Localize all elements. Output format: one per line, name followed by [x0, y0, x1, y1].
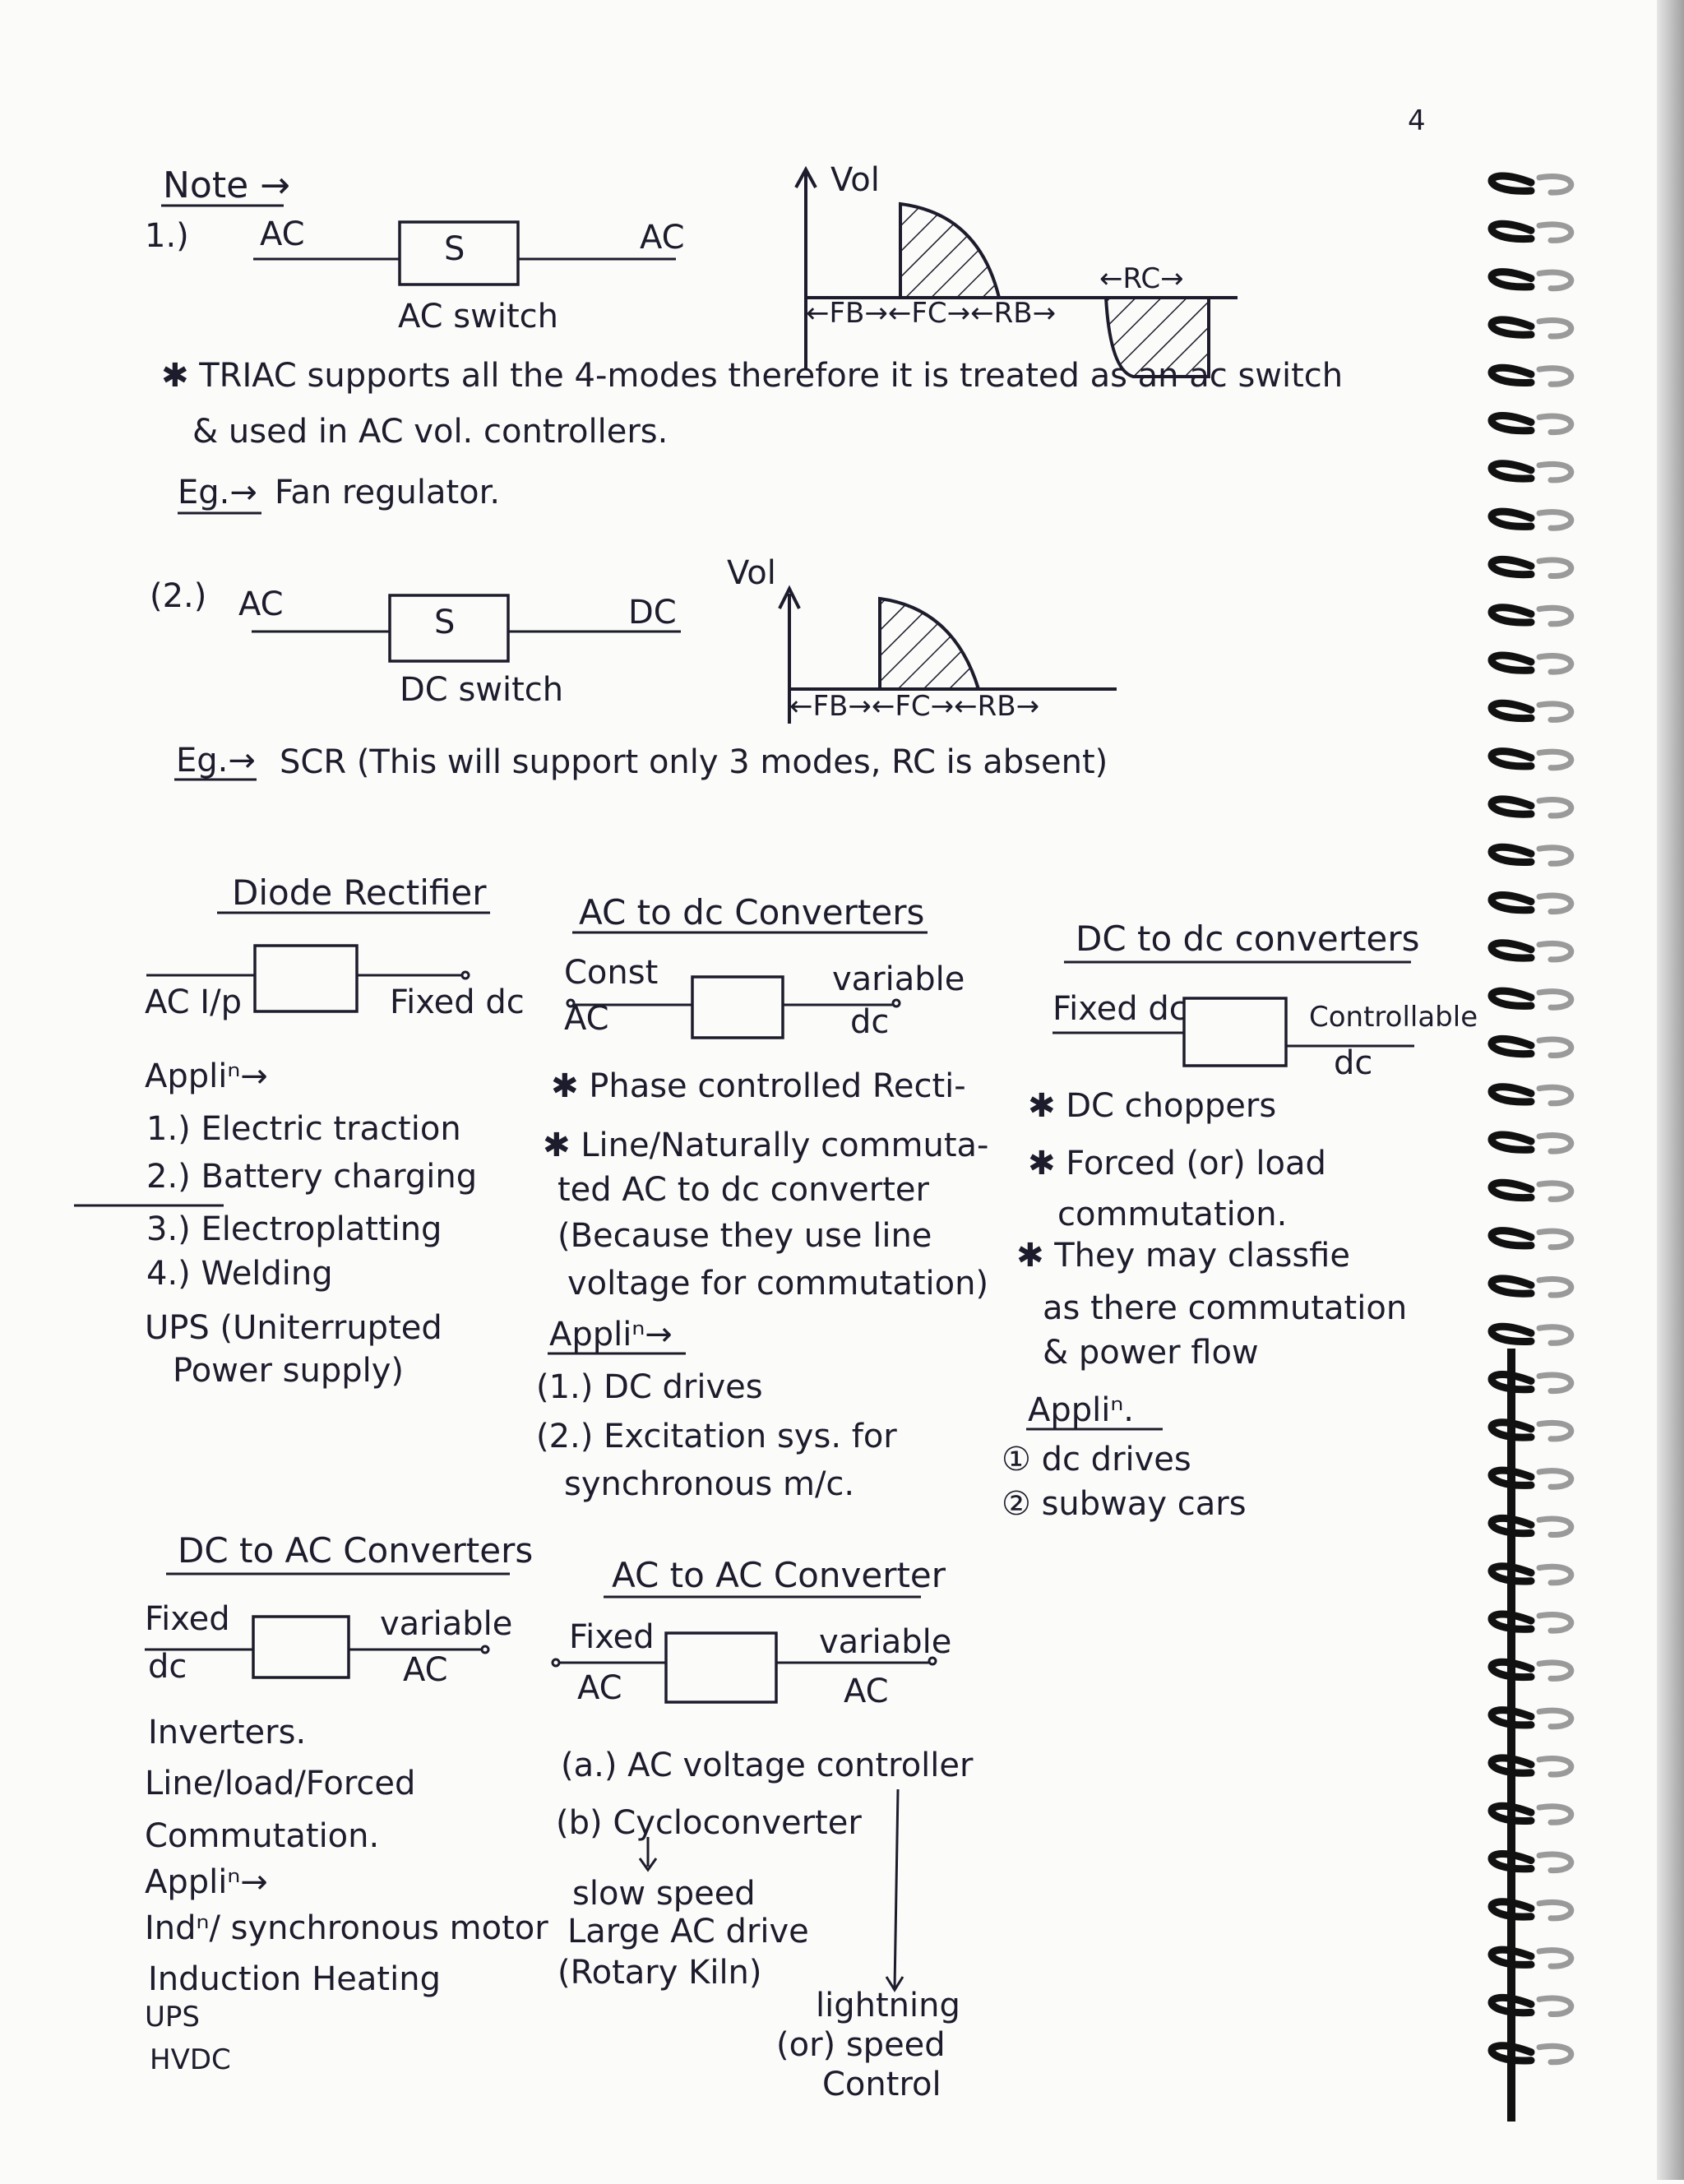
diode-item-2: 2.) Battery charging: [146, 1158, 478, 1196]
ex2-axis-label: Vol: [727, 554, 776, 592]
binding-ring-shadow: [1539, 1998, 1571, 2015]
acdc-item-3: synchronous m/c.: [564, 1465, 855, 1503]
page-number: 4: [1408, 104, 1426, 137]
acdc-line-3: ted AC to dc converter: [557, 1171, 929, 1209]
dcdc-line-1: ✱ DC choppers: [1028, 1087, 1277, 1125]
binding-ring-shadow: [1539, 943, 1571, 960]
acac-title: AC to AC Converter: [612, 1555, 946, 1595]
triac-line-2: & used in AC vol. controllers.: [192, 413, 669, 451]
diode-item-4: 4.) Welding: [146, 1255, 333, 1293]
binding-ring: [1492, 1326, 1531, 1341]
binding-ring: [1492, 224, 1531, 238]
binding-ring-shadow: [1539, 1183, 1571, 1200]
binding-ring-shadow: [1539, 752, 1571, 768]
binding-ring: [1492, 799, 1531, 814]
binding-ring-shadow: [1539, 799, 1571, 816]
binding-ring-shadow: [1539, 1663, 1571, 1679]
binding-ring: [1492, 943, 1531, 958]
binding-ring-shadow: [1539, 656, 1571, 673]
binding-ring: [1492, 1279, 1531, 1293]
binding-ring-shadow: [1539, 1566, 1571, 1583]
dcac-input-bottom: dc: [148, 1648, 187, 1686]
binding-ring: [1492, 1087, 1531, 1102]
dcdc-item-1: ① dc drives: [1002, 1441, 1191, 1478]
diode-rectifier-section: [74, 872, 525, 1390]
cyclo-note-3: (Rotary Kiln): [557, 1954, 762, 1992]
dcac-item-4: HVDC: [150, 2043, 231, 2076]
dc-half-cycle: [880, 599, 978, 689]
ex1-mode-labels: ←FB→←FC→←RB→: [806, 297, 1057, 330]
ex1-switch-label: S: [444, 230, 465, 268]
dc-to-ac-section: [145, 1530, 548, 2076]
binding-ring: [1492, 320, 1531, 335]
binding-ring-shadow: [1539, 1710, 1571, 1727]
dc-to-dc-section: [1002, 918, 1478, 1523]
dcdc-item-2: ② subway cars: [1002, 1485, 1247, 1523]
ex2-caption: DC switch: [400, 671, 564, 709]
binding-ring: [1492, 1135, 1531, 1150]
acdc-line-2: ✱ Line/Naturally commuta-: [543, 1127, 989, 1164]
acdc-output-top: variable: [832, 960, 965, 998]
dcac-box: [253, 1617, 349, 1677]
ex2-switch-label: S: [434, 604, 456, 641]
ac-switch-diagram: [145, 215, 685, 335]
dcac-item-1: Indⁿ/ synchronous motor: [145, 1909, 548, 1947]
binding-ring-shadow: [1539, 1950, 1571, 1967]
diode-appl-label: Appliⁿ→: [145, 1057, 268, 1095]
positive-half-cycle: [900, 204, 999, 298]
binding-ring-shadow: [1539, 1087, 1571, 1104]
diode-item-6: Power supply): [173, 1352, 405, 1390]
binding-ring: [1492, 1039, 1531, 1053]
ex2-index: (2.): [150, 577, 207, 615]
binding-ring: [1492, 415, 1531, 430]
dcdc-output-top: Controllable: [1309, 1001, 1478, 1034]
acac-input-top: Fixed: [569, 1618, 655, 1656]
acvc-note-3: Control: [822, 2066, 941, 2103]
binding-ring-shadow: [1539, 320, 1571, 336]
dc-switch-waveform: [727, 554, 1117, 724]
dcdc-line-2: ✱ Forced (or) load: [1028, 1145, 1326, 1182]
spiral-binding: [1492, 176, 1571, 2062]
cyclo-note-2: Large AC drive: [567, 1913, 809, 1950]
binding-ring-shadow: [1539, 368, 1571, 385]
diode-rectifier-box: [255, 946, 357, 1011]
acdc-title: AC to dc Converters: [579, 892, 925, 932]
binding-ring-shadow: [1539, 1136, 1571, 1152]
dcac-output-top: variable: [380, 1605, 513, 1643]
page-edge-shadow: [1657, 0, 1684, 2180]
binding-ring-shadow: [1539, 1231, 1571, 1247]
dcac-title: DC to AC Converters: [178, 1530, 534, 1571]
binding-ring: [1492, 991, 1531, 1006]
dcdc-appl-label: Appliⁿ.: [1028, 1391, 1135, 1429]
binding-ring-shadow: [1539, 512, 1571, 529]
binding-ring: [1492, 368, 1531, 382]
acdc-item-1: (1.) DC drives: [536, 1368, 763, 1406]
binding-ring: [1492, 655, 1531, 670]
dcac-line-2: Line/load/Forced: [145, 1765, 416, 1802]
ex1-eg-label: Eg.→: [178, 474, 257, 511]
binding-ring-shadow: [1539, 1327, 1571, 1344]
binding-ring-shadow: [1539, 1279, 1571, 1295]
acdc-box: [692, 977, 783, 1038]
ex1-caption: AC switch: [398, 298, 558, 335]
triac-line-1: ✱ TRIAC supports all the 4-modes therefore it is treated as an ac switch: [161, 357, 1344, 395]
binding-ring-shadow: [1539, 895, 1571, 912]
ex2-input-label: AC: [238, 585, 284, 623]
acdc-input-bottom: AC: [564, 1000, 609, 1038]
ac-to-dc-section: [536, 892, 988, 1503]
acvc-note-1: lightning: [816, 1987, 960, 2024]
diode-item-3: 3.) Electroplatting: [146, 1210, 442, 1248]
acvc-note-2: (or) speed: [776, 2026, 946, 2064]
acac-input-bottom: AC: [577, 1669, 622, 1707]
ex1-eg-text: Fan regulator.: [275, 474, 501, 511]
binding-ring: [1492, 703, 1531, 718]
acac-item-2: (b) Cycloconverter: [556, 1804, 862, 1842]
binding-ring-shadow: [1539, 1471, 1571, 1488]
diode-item-1: 1.) Electric traction: [146, 1110, 461, 1148]
binding-ring-shadow: [1539, 1615, 1571, 1631]
dcdc-title: DC to dc converters: [1076, 918, 1420, 959]
binding-ring: [1492, 608, 1531, 622]
ex1-rc-label: ←RC→: [1099, 262, 1184, 295]
binding-ring-shadow: [1539, 560, 1571, 576]
binding-ring-shadow: [1539, 1758, 1571, 1774]
ac-to-ac-section: [553, 1555, 974, 2103]
acac-box: [666, 1633, 776, 1702]
dcdc-input-label: Fixed dc: [1052, 990, 1187, 1028]
diode-title: Diode Rectifier: [232, 872, 487, 913]
binding-ring-shadow: [1539, 272, 1571, 289]
binding-ring-shadow: [1539, 416, 1571, 433]
dcdc-line-3: commutation.: [1057, 1196, 1288, 1233]
dcdc-line-6: & power flow: [1043, 1334, 1259, 1372]
acdc-line-1: ✱ Phase controlled Recti-: [551, 1067, 966, 1105]
acdc-line-5: voltage for commutation): [567, 1265, 989, 1303]
binding-ring: [1492, 895, 1531, 909]
binding-ring: [1492, 1182, 1531, 1197]
ex2-eg-text: SCR (This will support only 3 modes, RC is absent): [280, 743, 1108, 781]
binding-ring: [1492, 1231, 1531, 1246]
binding-ring-shadow: [1539, 2046, 1571, 2062]
dcac-input-top: Fixed: [145, 1600, 230, 1638]
diode-output-label: Fixed dc: [390, 983, 525, 1021]
ex1-output-label: AC: [640, 219, 685, 257]
cyclo-note-1: slow speed: [572, 1875, 756, 1913]
binding-ring-shadow: [1539, 992, 1571, 1008]
binding-ring-shadow: [1539, 177, 1571, 193]
dcdc-output-bottom: dc: [1334, 1044, 1373, 1082]
ex1-index: 1.): [145, 217, 189, 255]
ex2-output-label: DC: [628, 594, 677, 632]
binding-ring: [1492, 176, 1531, 191]
ex2-eg-label: Eg.→: [176, 742, 256, 780]
acdc-output-bottom: dc: [850, 1003, 890, 1041]
dc-switch-diagram: [150, 577, 681, 709]
ex1-axis-label: Vol: [830, 161, 880, 199]
diode-item-5: UPS (Uniterrupted: [145, 1309, 442, 1347]
binding-ring-shadow: [1539, 224, 1571, 241]
binding-ring-shadow: [1539, 1375, 1571, 1391]
acdc-item-2: (2.) Excitation sys. for: [536, 1418, 897, 1455]
binding-ring: [1492, 464, 1531, 479]
dcac-item-3: UPS: [145, 2001, 200, 2034]
dcac-appl-label: Appliⁿ→: [145, 1863, 268, 1901]
acdc-input-top: Const: [564, 954, 659, 992]
dcac-item-2: Induction Heating: [148, 1960, 441, 1998]
dcdc-box: [1184, 998, 1286, 1066]
binding-ring-shadow: [1539, 1902, 1571, 1918]
binding-ring-shadow: [1539, 464, 1571, 480]
binding-ring: [1492, 847, 1531, 862]
diode-input-label: AC I/p: [145, 983, 242, 1021]
dcdc-line-5: as there commutation: [1043, 1289, 1408, 1327]
acac-item-1: (a.) AC voltage controller: [561, 1747, 974, 1784]
acac-output-bottom: AC: [844, 1673, 889, 1710]
binding-ring: [1492, 752, 1531, 766]
ac-switch-waveform: [796, 161, 1238, 377]
ex1-input-label: AC: [260, 215, 305, 253]
acdc-appl-label: Appliⁿ→: [549, 1316, 673, 1353]
acac-output-top: variable: [819, 1623, 952, 1661]
ex2-mode-labels: ←FB→←FC→←RB→: [789, 690, 1040, 723]
binding-ring: [1492, 272, 1531, 287]
binding-ring-shadow: [1539, 848, 1571, 864]
binding-ring-shadow: [1539, 1519, 1571, 1535]
binding-ring: [1492, 511, 1531, 526]
dcdc-line-4: ✱ They may classfie: [1016, 1237, 1350, 1275]
dcac-line-1: Inverters.: [148, 1714, 307, 1751]
binding-ring: [1492, 559, 1531, 574]
binding-ring-shadow: [1539, 1807, 1571, 1823]
binding-ring-shadow: [1539, 704, 1571, 720]
binding-ring-shadow: [1539, 1854, 1571, 1871]
binding-ring-shadow: [1539, 608, 1571, 624]
binding-ring-shadow: [1539, 1423, 1571, 1439]
note-heading: Note →: [163, 164, 291, 206]
binding-ring-shadow: [1539, 1039, 1571, 1056]
acdc-line-4: (Because they use line: [557, 1217, 932, 1255]
dcac-line-3: Commutation.: [145, 1817, 380, 1855]
dcac-output-bottom: AC: [403, 1651, 448, 1689]
